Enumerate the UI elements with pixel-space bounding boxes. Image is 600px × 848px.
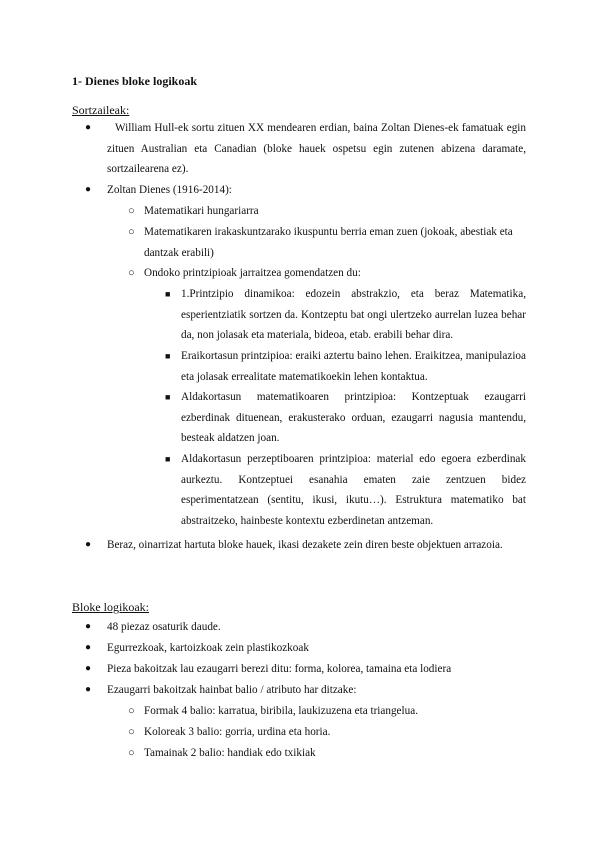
- list-subitem: ○ Formak 4 balio: karratua, biribila, laukizuzena eta triangelua.: [144, 701, 526, 722]
- square-bullet-icon: ■: [165, 392, 171, 402]
- circle-bullet-icon: ○: [128, 267, 135, 279]
- square-bullet-icon: ■: [165, 454, 171, 464]
- square-bullet-icon: ■: [165, 351, 171, 361]
- bullet-icon: ●: [85, 642, 92, 653]
- list-item: ● William Hull-ek sortu zituen XX mendearen erdian, baina Zoltan Dienes-ek famatuak egin zituen Australian eta Canadian (bloke hauek ospetsu egin zutenen abizena daramate, sortzailearena ez).: [107, 118, 526, 180]
- list-item: ● Egurrezkoak, kartoizkoak zein plastikozkoak: [107, 638, 526, 659]
- circle-bullet-icon: ○: [128, 705, 135, 717]
- list-item: ● Zoltan Dienes (1916-2014):: [107, 180, 526, 201]
- page-title: 1- Dienes bloke logikoak: [72, 74, 198, 88]
- list-subitem: ○ Matematikaren irakaskuntzarako ikuspuntu berria eman zuen (jokoak, abestiak eta dantzak erabili): [144, 222, 526, 263]
- square-bullet-icon: ■: [165, 289, 171, 299]
- bullet-icon: ●: [85, 184, 92, 195]
- list-item: ● Ezaugarri bakoitzak hainbat balio / atributo har ditzake:: [107, 680, 526, 701]
- circle-bullet-icon: ○: [128, 226, 135, 238]
- section-heading-creators: Sortzaileak:: [72, 103, 130, 117]
- circle-bullet-icon: ○: [128, 747, 135, 759]
- circle-bullet-icon: ○: [128, 205, 135, 217]
- principle-item: ■ Aldakortasun perzeptiboaren printzipioa: material edo egoera ezberdinak aurkeztu. Kontzeptuei esanahia ematen zaie zentzuen bidez esperimentatzean (sentitu, ikusi, ikutu…). Estruktura matematiko bat abstraitzeko, hainbeste kontextu ezberdinetan antzeman.: [181, 449, 526, 531]
- list-subitem: ○ Tamainak 2 balio: handiak edo txikiak: [144, 743, 526, 764]
- bullet-icon: ●: [85, 122, 92, 133]
- bullet-icon: ●: [85, 621, 92, 632]
- list-item: ● Pieza bakoitzak lau ezaugarri berezi ditu: forma, kolorea, tamaina eta lodiera: [107, 659, 526, 680]
- principle-item: ■ Aldakortasun matematikoaren printzipioa: Kontzeptuak ezaugarri ezberdinak dituenean, erakusterako orduan, ezaugarri nagusia mantendu, besteak aldatzen joan.: [181, 387, 526, 449]
- list-subitem: ○ Koloreak 3 balio: gorria, urdina eta horia.: [144, 722, 526, 743]
- bullet-icon: ●: [85, 663, 92, 674]
- list-subitem: ○ Ondoko printzipioak jarraitzea gomendatzen du:: [144, 263, 526, 284]
- section-heading-logic-blocks: Bloke logikoak:: [72, 600, 149, 614]
- list-item: ● 48 piezaz osaturik daude.: [107, 617, 526, 638]
- principle-item: ■ Eraikortasun printzipioa: eraiki aztertu baino lehen. Eraikitzea, manipulazioa eta jolasak errealitate matematikoekin lehen kontaktua.: [181, 346, 526, 387]
- list-subitem: ○ Matematikari hungariarra: [144, 201, 526, 222]
- bullet-icon: ●: [85, 684, 92, 695]
- principle-item: ■ 1.Printzipio dinamikoa: edozein abstrakzio, eta beraz Matematika, esperientziatik sortzen da. Kontzeptu bat ongi ulertzeko aurrelan luzea behar da, non jolasak eta materiala, bideoa, etab. erabili behar dira.: [181, 284, 526, 346]
- list-item: ● Beraz, oinarrizat hartuta bloke hauek, ikasi dezakete zein diren beste objektuen arrazoia.: [107, 535, 526, 556]
- circle-bullet-icon: ○: [128, 726, 135, 738]
- bullet-icon: ●: [85, 539, 92, 550]
